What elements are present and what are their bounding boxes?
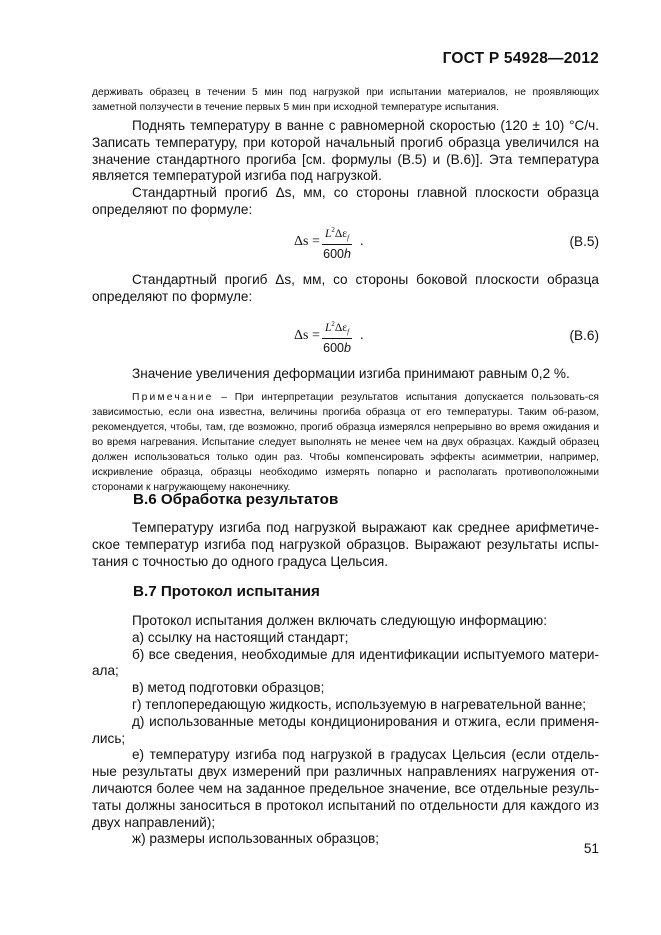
list-item: е) температуру изгиба под нагрузкой в градусах Цельсия (если отдель-ные результаты двух измерений при различных направлениях нагружения от-личаются более чем на заданное предельное значение, все отдельные резуль-таты должны заноситься в протокол испытаний по отдельности для каждого из двух направлений); — [92, 747, 599, 830]
formula-b5-denominator: 600h — [323, 247, 351, 262]
para-deformation-value — [92, 366, 599, 383]
section-b6-body — [92, 520, 599, 570]
para-temperature — [92, 118, 599, 185]
list-item: г) теплопередающую жидкость, используемую в нагревательной ванне; — [132, 696, 587, 712]
list-item: в) метод подготовки образцов; — [132, 680, 325, 696]
para4-text: Значение увеличения деформации изгиба принимают равным 0,2 %. — [132, 366, 570, 381]
note-text: – При интерпретации результатов испытания допускается пользовать-ся зависимостью, если она известна, величины прогиба образца от его температуры. Таким об-разом, рекомендуется, чтобы, там, где возможно, прогиб образца измерялся непрерывно во время ожидания и во время нагревания. Испытание следует выполнять не менее чем на двух образцах. Каждый образец должен использоваться только один раз. Чтобы компенсировать эффекты асимметрии, например, искривление образца, образцы необходимо измерять попарно и располагать противоположными сторонами к нагружающему наконечнику. — [92, 392, 599, 493]
formula-b5 — [0, 224, 661, 264]
section-b6-title: В.6 Обработка результатов — [133, 491, 339, 508]
para-standard-deflection-main — [92, 185, 599, 219]
note-label: Примечание — [132, 392, 214, 403]
formula-b6-label: (В.6) — [569, 328, 599, 343]
formula-b6-dot: . — [360, 328, 364, 343]
top-note-paragraph — [92, 85, 599, 115]
formula-b6 — [0, 318, 661, 358]
section-b7-body — [92, 613, 599, 848]
list-item: ж) размеры использованных образцов; — [132, 831, 380, 847]
section-b6-text: Температуру изгиба под нагрузкой выражают как среднее арифметиче-ское температур изгиба под нагрузкой образцов. Выражают результаты испы-тания с точностью до одного градуса Цельсия. — [92, 520, 599, 569]
section-b7-intro: Протокол испытания должен включать следующую информацию: — [132, 613, 548, 628]
formula-b6-fraction: $L^2\Delta\varepsilon_f$ 600b — [323, 320, 351, 356]
para3-text: Стандартный прогиб Δs, мм, со стороны боковой плоскости образца определяют по формуле: — [92, 272, 599, 304]
formula-b6-denominator: 600b — [323, 341, 351, 356]
formula-b5-lhs: Δs = — [294, 234, 320, 249]
top-note-text: держивать образец в течении 5 мин под нагрузкой при испытании материалов, не проявляющих заметной ползучести в течение первых 5 мин при исходной температуре испытания. — [92, 87, 599, 113]
section-b7-title: В.7 Протокол испытания — [133, 583, 320, 600]
para-standard-deflection-side — [92, 272, 599, 306]
list-item: а) ссылку на настоящий стандарт; — [132, 629, 349, 645]
formula-b5-label: (В.5) — [569, 234, 599, 249]
formula-b5-fraction: $L^2\Delta\varepsilon_f$ 600h — [323, 226, 351, 262]
para2-text: Стандартный прогиб Δs, мм, со стороны главной плоскости образца определяют по формуле: — [92, 185, 599, 217]
page-number: 51 — [583, 841, 599, 856]
document-header: ГОСТ Р 54928—2012 — [442, 50, 599, 67]
formula-b6-lhs: Δs = — [294, 328, 320, 343]
para1-text: Поднять температуру в ванне с равномерной скоростью (120 ± 10) °С/ч. Записать температуру, при которой начальный прогиб образца увеличился на значение стандартного прогиба [см. формулы (В.5) и (В.6)]. Эта температура является температурой изгиба под нагрузкой. — [92, 118, 599, 184]
list-item: б) все сведения, необходимые для идентификации испытуемого матери-ала; — [92, 646, 599, 679]
list-item: д) использованные методы кондиционирования и отжига, если применя-лись; — [92, 713, 599, 746]
note-block — [92, 390, 599, 495]
formula-b5-dot: . — [360, 234, 364, 249]
